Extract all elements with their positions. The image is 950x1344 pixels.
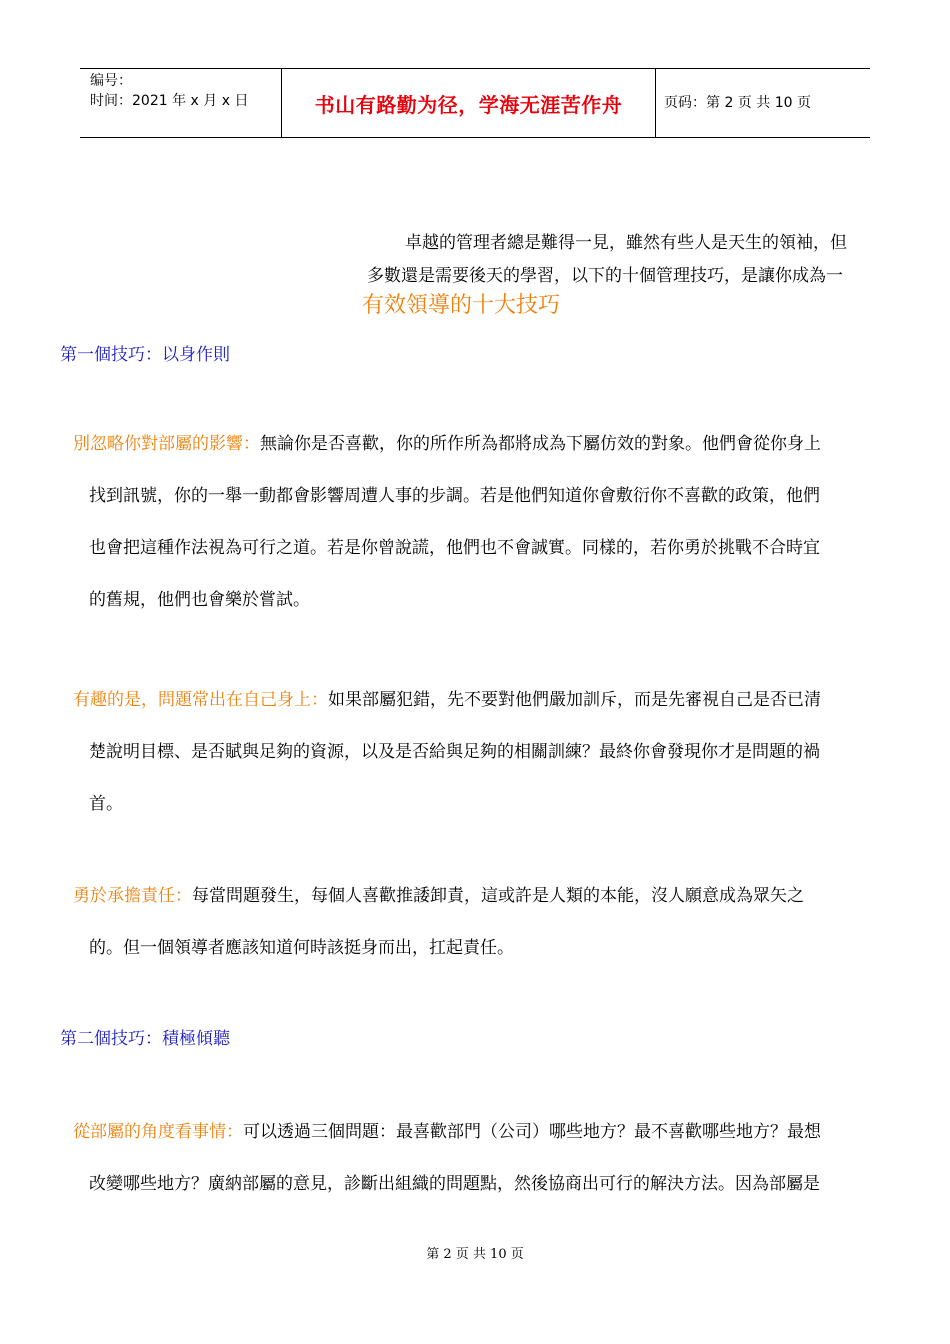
paragraph-first-line xyxy=(73,688,918,740)
paragraph-line: 的。但一個領導者應該知道何時該挺身而出，扛起責任。 xyxy=(89,938,514,958)
header-motto-cell xyxy=(281,69,656,137)
paragraph-first-line xyxy=(73,432,918,484)
paragraph-line: 首。 xyxy=(89,794,123,814)
intro-line-2: 多數還是需要後天的學習，以下的十個管理技巧，是讓你成為一 xyxy=(367,266,843,286)
paragraph-lead: 從部屬的角度看事情： xyxy=(73,1122,243,1142)
page-footer: 第 2 页 共 10 页 xyxy=(426,1247,524,1262)
paragraph-text: 可以透過三個問題：最喜歡部門（公司）哪些地方？最不喜歡哪些地方？最想 xyxy=(243,1122,821,1142)
document-title: 有效領導的十大技巧 xyxy=(362,293,561,318)
header-number: 编号： xyxy=(90,73,132,89)
paragraph-first-line xyxy=(73,1120,918,1172)
paragraph xyxy=(73,1120,918,1224)
paragraph xyxy=(73,688,918,844)
intro-line-1: 卓越的管理者總是難得一見，雖然有些人是天生的領袖，但 xyxy=(405,233,847,253)
paragraph xyxy=(73,884,918,988)
header-info xyxy=(90,71,248,111)
paragraph-text: 無論你是否喜歡，你的所作所為都將成為下屬仿效的對象。他們會從你身上 xyxy=(260,434,821,454)
section-title: 第一個技巧：以身作則 xyxy=(60,345,230,365)
paragraph-text: 每當問題發生，每個人喜歡推諉卸責，這或許是人類的本能，沒人願意成為眾矢之 xyxy=(192,886,804,906)
header-page-number: 页码：第 2 页 共 10 页 xyxy=(664,95,811,111)
paragraph-line: 楚說明目標、是否賦與足夠的資源，以及是否給與足夠的相關訓練？最終你會發現你才是問題的禍 xyxy=(89,742,820,762)
paragraph-text: 如果部屬犯錯，先不要對他們嚴加訓斥，而是先審視自己是否已清 xyxy=(328,690,821,710)
paragraph-line: 改變哪些地方？廣納部屬的意見，診斷出組織的問題點，然後協商出可行的解決方法。因為部屬是 xyxy=(89,1174,820,1194)
section-title: 第二個技巧：積極傾聽 xyxy=(60,1029,230,1049)
header-date: 时间：2021 年 x 月 x 日 xyxy=(90,93,249,109)
paragraph-lead: 勇於承擔責任： xyxy=(73,886,192,906)
paragraph xyxy=(73,432,918,640)
paragraph-lead: 別忽略你對部屬的影響： xyxy=(73,434,260,454)
paragraph-first-line xyxy=(73,884,918,936)
paragraph-lead: 有趣的是，問題常出在自己身上： xyxy=(73,690,328,710)
paragraph-line: 的舊規，他們也會樂於嘗試。 xyxy=(89,590,310,610)
page-header xyxy=(80,68,870,138)
paragraph-line: 找到訊號，你的一舉一動都會影響周遭人事的步調。若是他們知道你會敷衍你不喜歡的政策，他們 xyxy=(89,486,820,506)
paragraph-line: 也會把這種作法視為可行之道。若是你曾說謊，他們也不會誠實。同樣的，若你勇於挑戰不合時宜 xyxy=(89,538,820,558)
header-motto: 书山有路勤为径，学海无涯苦作舟 xyxy=(314,92,623,117)
